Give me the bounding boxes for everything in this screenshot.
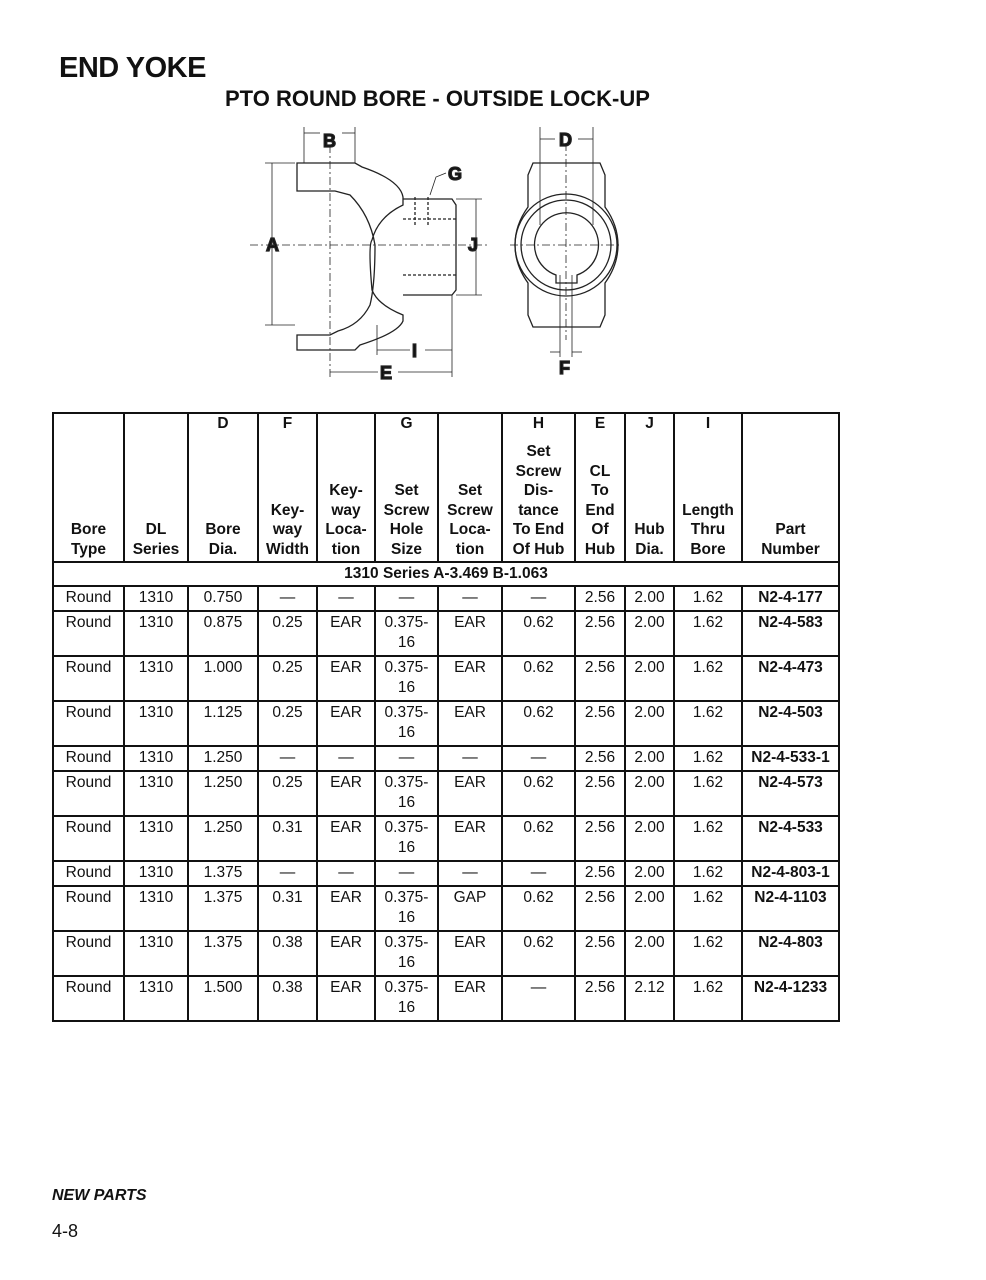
table-cell: —: [258, 746, 317, 771]
table-cell: 2.00: [625, 586, 674, 611]
table-cell: N2-4-533-1: [742, 746, 839, 771]
table-cell: 2.12: [625, 976, 674, 1021]
table-cell: EAR: [317, 976, 375, 1021]
column-header: [375, 413, 438, 562]
table-cell: 2.56: [575, 931, 625, 976]
table-cell: 1.62: [674, 886, 742, 931]
section-row: [53, 562, 839, 586]
table-row: [53, 976, 839, 1021]
table-cell: 2.56: [575, 771, 625, 816]
table-cell: 1.62: [674, 931, 742, 976]
table-header-row: [53, 413, 839, 562]
table-cell: EAR: [317, 656, 375, 701]
table-cell: N2-4-177: [742, 586, 839, 611]
column-header-line: End: [585, 501, 615, 519]
table-cell: 2.00: [625, 931, 674, 976]
table-cell: 0.62: [502, 656, 575, 701]
dim-label-a: A: [266, 235, 279, 255]
dim-label-e: E: [380, 363, 393, 383]
table-cell: EAR: [317, 931, 375, 976]
table-cell: 2.00: [625, 886, 674, 931]
table-cell: 0.38: [258, 931, 317, 976]
table-cell: Round: [53, 816, 124, 861]
column-header-line: Dis-: [523, 482, 554, 499]
table-cell: N2-4-473: [742, 656, 839, 701]
table-row: [53, 656, 839, 701]
table-cell: 1310: [124, 931, 188, 976]
column-header-line: Number: [761, 540, 820, 558]
column-header-line: way: [331, 501, 361, 519]
table-cell: Round: [53, 701, 124, 746]
table-cell: 0.25: [258, 656, 317, 701]
column-header: [124, 413, 188, 562]
column-dimension-letter: E: [594, 415, 606, 432]
column-header-line: Bore: [690, 540, 726, 558]
end-yoke-parts-table: [52, 412, 840, 1022]
page-title: END YOKE: [59, 52, 206, 84]
table-row: [53, 861, 839, 886]
table-cell: 1.000: [188, 656, 258, 701]
column-header-line: Part: [775, 521, 806, 538]
column-header: [575, 413, 625, 562]
table-cell: 0.38: [258, 976, 317, 1021]
table-cell: 1.62: [674, 861, 742, 886]
table-cell: 0.750: [188, 586, 258, 611]
column-dimension-letter: H: [532, 415, 545, 432]
table-cell: 1310: [124, 746, 188, 771]
column-header-line: DL: [145, 521, 167, 538]
column-header-line: tance: [518, 501, 559, 519]
column-header: [625, 413, 674, 562]
table-cell: 2.00: [625, 771, 674, 816]
table-cell: N2-4-1103: [742, 886, 839, 931]
table-row: [53, 816, 839, 861]
table-cell: —: [317, 861, 375, 886]
table-cell: 1.375: [188, 861, 258, 886]
yoke-end-view: [510, 127, 622, 357]
table-cell: EAR: [317, 701, 375, 746]
table-cell: N2-4-533: [742, 816, 839, 861]
table-cell: 2.56: [575, 701, 625, 746]
table-cell: —: [438, 861, 502, 886]
table-cell: —: [502, 586, 575, 611]
table-cell: 1310: [124, 771, 188, 816]
table-row: [53, 771, 839, 816]
table-cell: 2.00: [625, 861, 674, 886]
table-cell: 0.62: [502, 771, 575, 816]
dim-label-i: I: [412, 341, 418, 361]
table-cell: 1.62: [674, 656, 742, 701]
column-dimension-letter: G: [400, 415, 413, 432]
table-cell: 0.875: [188, 611, 258, 656]
table-cell: 0.62: [502, 816, 575, 861]
table-cell: 1.62: [674, 611, 742, 656]
table-cell: EAR: [438, 611, 502, 656]
table-cell: 2.00: [625, 611, 674, 656]
table-cell: 0.25: [258, 611, 317, 656]
table-cell: 0.62: [502, 886, 575, 931]
table-cell: 2.56: [575, 586, 625, 611]
column-header-line: Key-: [329, 482, 363, 499]
table-cell: 1.375: [188, 886, 258, 931]
table-cell: —: [438, 586, 502, 611]
table-cell: 1.250: [188, 771, 258, 816]
table-cell: —: [438, 746, 502, 771]
table-cell: Round: [53, 746, 124, 771]
dim-label-b: B: [323, 131, 336, 151]
column-dimension-letter: I: [705, 415, 711, 432]
page-number: 4-8: [52, 1221, 79, 1241]
table-cell: N2-4-573: [742, 771, 839, 816]
table-cell: Round: [53, 886, 124, 931]
table-row: [53, 701, 839, 746]
column-header-line: Of Hub: [512, 540, 565, 558]
table-cell: 1310: [124, 861, 188, 886]
table-cell: 0.375-16: [375, 771, 438, 816]
column-header: [188, 413, 258, 562]
table-cell: 1310: [124, 701, 188, 746]
column-header-line: Hub: [584, 540, 616, 558]
column-header-line: Length: [682, 501, 734, 519]
table-cell: —: [502, 746, 575, 771]
column-header-line: Dia.: [635, 540, 664, 558]
column-header: [317, 413, 375, 562]
end-yoke-diagram: [250, 125, 650, 385]
table-cell: 2.56: [575, 611, 625, 656]
column-header-line: Loca-: [325, 521, 367, 538]
column-header-line: Key-: [270, 501, 305, 519]
table-cell: 1310: [124, 976, 188, 1021]
table-row: [53, 931, 839, 976]
table-cell: N2-4-583: [742, 611, 839, 656]
table-cell: 1.500: [188, 976, 258, 1021]
table-cell: EAR: [438, 701, 502, 746]
table-cell: 0.62: [502, 611, 575, 656]
table-cell: 0.25: [258, 701, 317, 746]
table-cell: EAR: [317, 886, 375, 931]
dim-label-j: J: [468, 235, 479, 255]
table-cell: 1.62: [674, 746, 742, 771]
table-cell: 0.375-16: [375, 656, 438, 701]
table-cell: N2-4-803-1: [742, 861, 839, 886]
table-cell: N2-4-1233: [742, 976, 839, 1021]
table-cell: —: [258, 861, 317, 886]
table-cell: 1310: [124, 816, 188, 861]
column-header-line: Set: [457, 482, 483, 499]
column-header-line: Of: [591, 521, 609, 538]
table-cell: 0.375-16: [375, 976, 438, 1021]
table-cell: 1310: [124, 611, 188, 656]
table-cell: 2.56: [575, 656, 625, 701]
table-cell: EAR: [317, 611, 375, 656]
table-cell: 1.62: [674, 701, 742, 746]
table-cell: 2.00: [625, 816, 674, 861]
column-header-line: Set: [526, 443, 551, 460]
dim-label-f: F: [559, 358, 570, 378]
footer-label: NEW PARTS: [52, 1187, 147, 1204]
column-header-line: Size: [390, 540, 422, 558]
table-cell: 0.31: [258, 886, 317, 931]
column-header-line: Set: [394, 482, 419, 499]
table-row: [53, 586, 839, 611]
table-cell: 1.125: [188, 701, 258, 746]
page-subtitle: PTO ROUND BORE - OUTSIDE LOCK-UP: [225, 86, 650, 111]
column-header-line: Dia.: [208, 540, 238, 558]
table-cell: Round: [53, 771, 124, 816]
table-cell: 0.375-16: [375, 931, 438, 976]
column-header-line: Loca-: [449, 521, 491, 538]
table-row: [53, 611, 839, 656]
table-cell: 1310: [124, 656, 188, 701]
column-header: [258, 413, 317, 562]
table-cell: EAR: [317, 816, 375, 861]
table-cell: 2.00: [625, 746, 674, 771]
table-cell: —: [258, 586, 317, 611]
column-header-line: Hole: [389, 521, 424, 538]
table-cell: —: [502, 976, 575, 1021]
table-cell: Round: [53, 976, 124, 1021]
column-header-line: Type: [70, 540, 107, 558]
table-cell: 1310: [124, 586, 188, 611]
column-header-line: way: [272, 521, 303, 538]
table-cell: —: [317, 746, 375, 771]
column-dimension-letter: D: [217, 415, 229, 432]
column-header-line: Screw: [383, 501, 430, 519]
column-header-line: Bore: [70, 521, 107, 538]
table-cell: 0.375-16: [375, 816, 438, 861]
table-cell: GAP: [438, 886, 502, 931]
table-cell: 1310: [124, 886, 188, 931]
table-cell: 2.00: [625, 656, 674, 701]
table-cell: Round: [53, 861, 124, 886]
column-header: [438, 413, 502, 562]
table-cell: 1.62: [674, 771, 742, 816]
column-header: [502, 413, 575, 562]
table-cell: N2-4-503: [742, 701, 839, 746]
table-cell: —: [375, 586, 438, 611]
table-cell: EAR: [438, 816, 502, 861]
column-header-line: Width: [266, 540, 309, 558]
table-cell: EAR: [438, 656, 502, 701]
table-cell: 0.62: [502, 701, 575, 746]
table-cell: 1.62: [674, 976, 742, 1021]
dim-label-g: G: [448, 164, 463, 184]
column-header-line: Bore: [205, 521, 241, 538]
column-header-line: tion: [331, 540, 361, 558]
column-header-line: To End: [512, 521, 565, 538]
table-cell: —: [375, 861, 438, 886]
table-cell: EAR: [438, 976, 502, 1021]
column-header-line: Screw: [515, 462, 562, 480]
table-cell: Round: [53, 586, 124, 611]
table-cell: EAR: [438, 931, 502, 976]
table-cell: 2.56: [575, 816, 625, 861]
table-cell: 2.56: [575, 976, 625, 1021]
column-header: [53, 413, 124, 562]
column-header-line: tion: [455, 540, 485, 558]
section-heading: 1310 Series A-3.469 B-1.063: [53, 562, 839, 586]
column-header-line: Series: [132, 540, 180, 558]
column-header-line: CL: [589, 462, 611, 480]
table-cell: 0.31: [258, 816, 317, 861]
table-cell: —: [502, 861, 575, 886]
table-cell: 0.375-16: [375, 886, 438, 931]
column-header: [674, 413, 742, 562]
table-cell: Round: [53, 931, 124, 976]
column-header-line: To: [591, 482, 609, 499]
table-cell: 1.62: [674, 816, 742, 861]
column-header: [742, 413, 839, 562]
table-cell: 0.25: [258, 771, 317, 816]
table-cell: Round: [53, 656, 124, 701]
table-cell: —: [375, 746, 438, 771]
table-cell: 0.62: [502, 931, 575, 976]
table-cell: 1.375: [188, 931, 258, 976]
dim-label-d: D: [559, 130, 572, 150]
table-cell: 1.250: [188, 816, 258, 861]
table-cell: Round: [53, 611, 124, 656]
table-cell: —: [317, 586, 375, 611]
table-cell: EAR: [438, 771, 502, 816]
table-row: [53, 746, 839, 771]
table-cell: 2.00: [625, 701, 674, 746]
table-cell: N2-4-803: [742, 931, 839, 976]
table-cell: 2.56: [575, 746, 625, 771]
table-cell: 0.375-16: [375, 611, 438, 656]
table-cell: 2.56: [575, 886, 625, 931]
table-cell: 0.375-16: [375, 701, 438, 746]
table-cell: 1.250: [188, 746, 258, 771]
table-cell: 2.56: [575, 861, 625, 886]
column-dimension-letter: F: [282, 415, 293, 432]
column-dimension-letter: J: [645, 415, 654, 432]
table-cell: 1.62: [674, 586, 742, 611]
column-header-line: Hub: [634, 521, 665, 538]
column-header-line: Thru: [690, 521, 726, 538]
column-header-line: Screw: [447, 501, 493, 519]
table-cell: EAR: [317, 771, 375, 816]
table-row: [53, 886, 839, 931]
